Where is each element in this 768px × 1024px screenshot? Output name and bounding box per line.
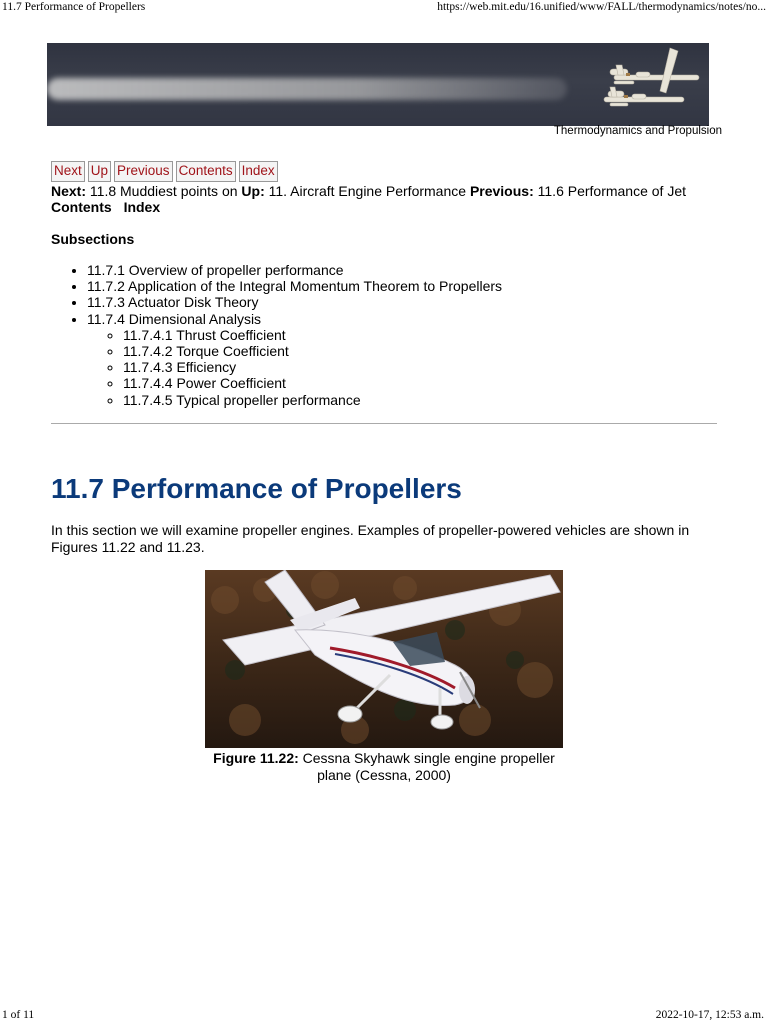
subsections-sublist <box>87 327 502 408</box>
aircraft-pair-icon <box>552 43 709 126</box>
list-item[interactable] <box>87 294 502 310</box>
contents-button[interactable]: Contents <box>176 161 236 182</box>
print-header-url: https://web.mit.edu/16.unified/www/FALL/thermodynamics/notes/no... <box>437 1 766 13</box>
list-item[interactable] <box>87 278 502 294</box>
banner-image <box>47 43 709 126</box>
page-title: 11.7 Performance of Propellers <box>51 473 462 504</box>
up-label: Up: <box>241 183 265 199</box>
toc-link[interactable]: 11.7.4.3 Efficiency <box>123 359 237 376</box>
next-link[interactable]: 11.8 Muddiest points on <box>89 183 238 199</box>
index-button[interactable]: Index <box>239 161 278 182</box>
previous-link[interactable]: 11.6 Performance of Jet <box>537 183 687 199</box>
intro-paragraph: In this section we will examine propeller engines. Examples of propeller-powered vehicles are shown in Figures 11.22 and 11.23. <box>51 522 690 555</box>
print-timestamp: 2022-10-17, 12:53 a.m. <box>655 1009 764 1021</box>
up-button[interactable]: Up <box>88 161 111 182</box>
list-item[interactable] <box>87 262 502 278</box>
print-header <box>0 0 768 16</box>
list-item[interactable] <box>123 375 502 391</box>
index-link[interactable]: Index <box>123 199 161 215</box>
toc-link[interactable]: 11.7.3 Actuator Disk Theory <box>87 294 259 311</box>
toc-link[interactable]: 11.7.4.5 Typical propeller performance <box>123 391 361 408</box>
section-divider <box>51 423 717 424</box>
toc-link[interactable]: 11.7.1 Overview of propeller performance <box>87 262 344 278</box>
print-footer <box>0 1008 768 1024</box>
nav-button-bar <box>51 161 278 181</box>
nav-links-line <box>51 183 686 199</box>
figure-label: Figure 11.22: <box>213 750 299 766</box>
list-item[interactable] <box>123 392 502 408</box>
subsections-heading: Subsections <box>51 231 135 247</box>
figure-caption <box>200 750 568 783</box>
page-counter: 1 of 11 <box>2 1009 35 1021</box>
figure-image <box>205 570 563 748</box>
list-item[interactable] <box>123 343 502 359</box>
list-item[interactable] <box>123 327 502 343</box>
toc-link[interactable]: 11.7.4 Dimensional Analysis <box>87 310 262 327</box>
toc-link[interactable]: 11.7.4.2 Torque Coefficient <box>123 343 289 360</box>
next-label: Next: <box>51 183 87 199</box>
subsections-list <box>51 262 502 408</box>
list-item[interactable] <box>123 359 502 375</box>
contrail-graphic <box>47 78 567 100</box>
list-item[interactable] <box>87 311 502 408</box>
next-button[interactable]: Next <box>51 161 85 182</box>
previous-label: Previous: <box>469 183 534 199</box>
nav-links-line-2 <box>51 199 168 215</box>
airplane-photo-icon <box>205 570 563 748</box>
toc-link[interactable]: 11.7.2 Application of the Integral Momentum Theorem to Propellers <box>87 278 503 295</box>
toc-link[interactable]: 11.7.4.4 Power Coefficient <box>123 375 286 392</box>
up-link[interactable]: 11. Aircraft Engine Performance <box>268 183 467 199</box>
contents-link[interactable]: Contents <box>51 199 112 215</box>
previous-button[interactable]: Previous <box>114 161 173 182</box>
toc-link[interactable]: 11.7.4.1 Thrust Coefficient <box>123 326 286 343</box>
figure-caption-text: Cessna Skyhawk single engine propeller plane (Cessna, 2000) <box>302 750 555 783</box>
print-header-title: 11.7 Performance of Propellers <box>2 1 146 13</box>
site-caption: Thermodynamics and Propulsion <box>553 125 722 137</box>
